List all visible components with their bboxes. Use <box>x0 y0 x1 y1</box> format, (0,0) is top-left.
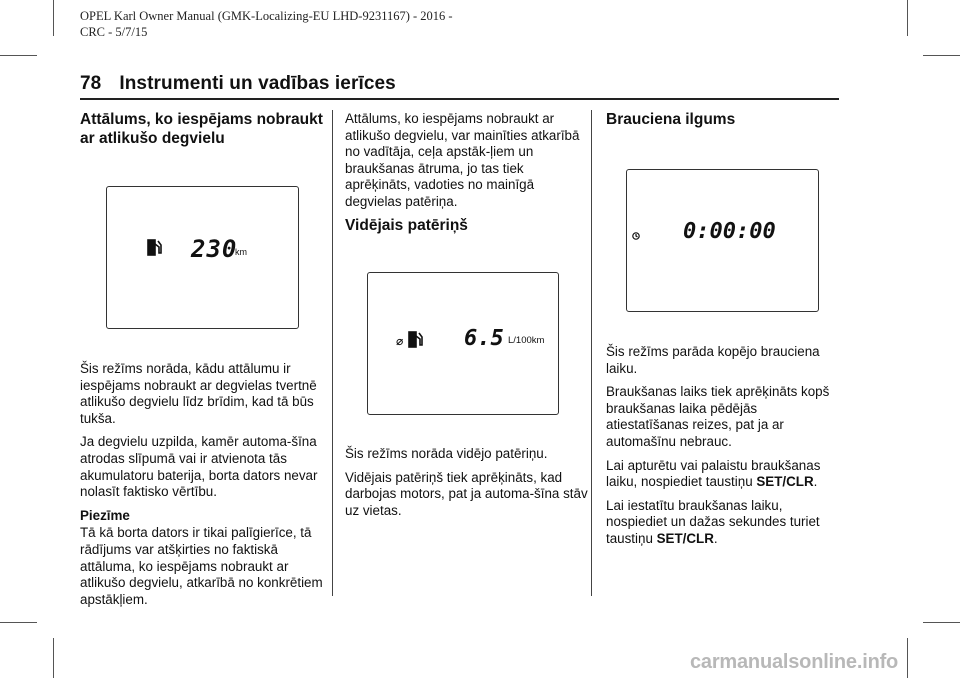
trip-time-value: 0:00:00 <box>683 219 776 244</box>
paragraph: Šis režīms parāda kopējo brauciena laiku. <box>606 344 820 376</box>
document-header <box>80 8 453 40</box>
trip-time-display-illustration <box>626 169 819 312</box>
document-header-line1: OPEL Karl Owner Manual (GMK-Localizing-EU LHD-9231167) - 2016 - <box>80 9 453 23</box>
section-title: Instrumenti un vadības ierīces <box>119 73 396 94</box>
crop-mark <box>907 0 908 36</box>
fuel-pump-icon <box>148 240 161 255</box>
column-divider <box>591 110 592 596</box>
crop-mark <box>53 0 54 36</box>
fuel-pump-icon <box>409 332 422 347</box>
title-divider <box>80 98 839 100</box>
text-span: . <box>813 474 818 490</box>
column-3 <box>606 111 852 130</box>
paragraph: Braukšanas laiks tiek aprēķināts kopš braukšanas laika pēdējās atiestatīšanas reizes, pat ja ar automašīnu nebrauc. <box>606 384 830 449</box>
text-span: Lai apturētu vai palaistu braukšanas laiku, nospiediet taustiņu <box>606 457 821 490</box>
crop-mark <box>923 622 960 623</box>
note-text: Tā kā borta dators ir tikai palīgierīce, tā rādījums var atšķirties no faktiskā attāluma, ko iespējams nobraukt ar atlikušo degvielu, atkarībā no konkrētiem apstākļiem. <box>80 525 323 607</box>
paragraph: Ja degvielu uzpilda, kamēr automa-šīna atrodas slīpumā vai ir atvienota tās akumulatoru baterija, borta dators nevar nolasīt faktisko vērtību. <box>80 434 318 500</box>
text-span: . <box>713 530 718 546</box>
document-header-line2: CRC - 5/7/15 <box>80 25 148 39</box>
range-value: 230 <box>191 235 238 263</box>
paragraph: Vidējais patēriņš tiek aprēķināts, kad darbojas motors, pat ja automa-šīna stāv uz vietas. <box>345 469 588 518</box>
watermark: carmanualsonline.info <box>690 651 899 673</box>
paragraph <box>606 458 842 491</box>
consumption-display-illustration <box>367 272 559 415</box>
heading-trip-duration: Brauciena ilgums <box>606 111 736 128</box>
column-1-text <box>80 361 326 615</box>
range-display-illustration <box>106 186 299 329</box>
set-clr-key-label: SET/CLR <box>756 474 814 490</box>
set-clr-key-label: SET/CLR <box>656 530 714 546</box>
column-divider <box>332 110 333 596</box>
page-title <box>80 73 396 95</box>
paragraph <box>606 498 842 548</box>
text-span: Lai iestatītu braukšanas laiku, nospiediet un dažas sekundes turiet taustiņu <box>606 497 820 546</box>
consumption-unit: L/100km <box>508 335 545 346</box>
paragraph: Attālums, ko iespējams nobraukt ar atlikušo degvielu, var mainīties atkarībā no vadītāja, ceļa apstāk-ļiem un braukšanas ātruma, jo tas tiek aprēķināts, vadoties no mainīgā degvielas patēriņa. <box>345 111 580 209</box>
consumption-value: 6.5 <box>464 326 504 351</box>
page-number: 78 <box>80 73 102 94</box>
clock-icon <box>633 233 639 239</box>
heading-average-consumption: Vidējais patēriņš <box>345 216 468 234</box>
range-unit: km <box>235 247 247 257</box>
average-symbol: ⌀ <box>396 334 404 348</box>
column-2 <box>345 111 591 235</box>
column-3-text <box>606 344 842 555</box>
crop-mark <box>907 638 908 678</box>
paragraph: Šis režīms norāda, kādu attālumu ir iespējams nobraukt ar degvielas tvertnē atlikušo degvielu līdz brīdim, kad tā būs tukša. <box>80 361 317 426</box>
column-2-text <box>345 446 591 526</box>
paragraph: Šis režīms norāda vidējo patēriņu. <box>345 446 548 461</box>
heading-remaining-range: Attālums, ko iespējams nobraukt ar atlikušo degvielu <box>80 111 323 147</box>
crop-mark <box>53 638 54 678</box>
column-1 <box>80 111 326 148</box>
crop-mark <box>0 55 37 56</box>
note-title: Piezīme <box>80 507 130 523</box>
crop-mark <box>923 55 960 56</box>
crop-mark <box>0 622 37 623</box>
